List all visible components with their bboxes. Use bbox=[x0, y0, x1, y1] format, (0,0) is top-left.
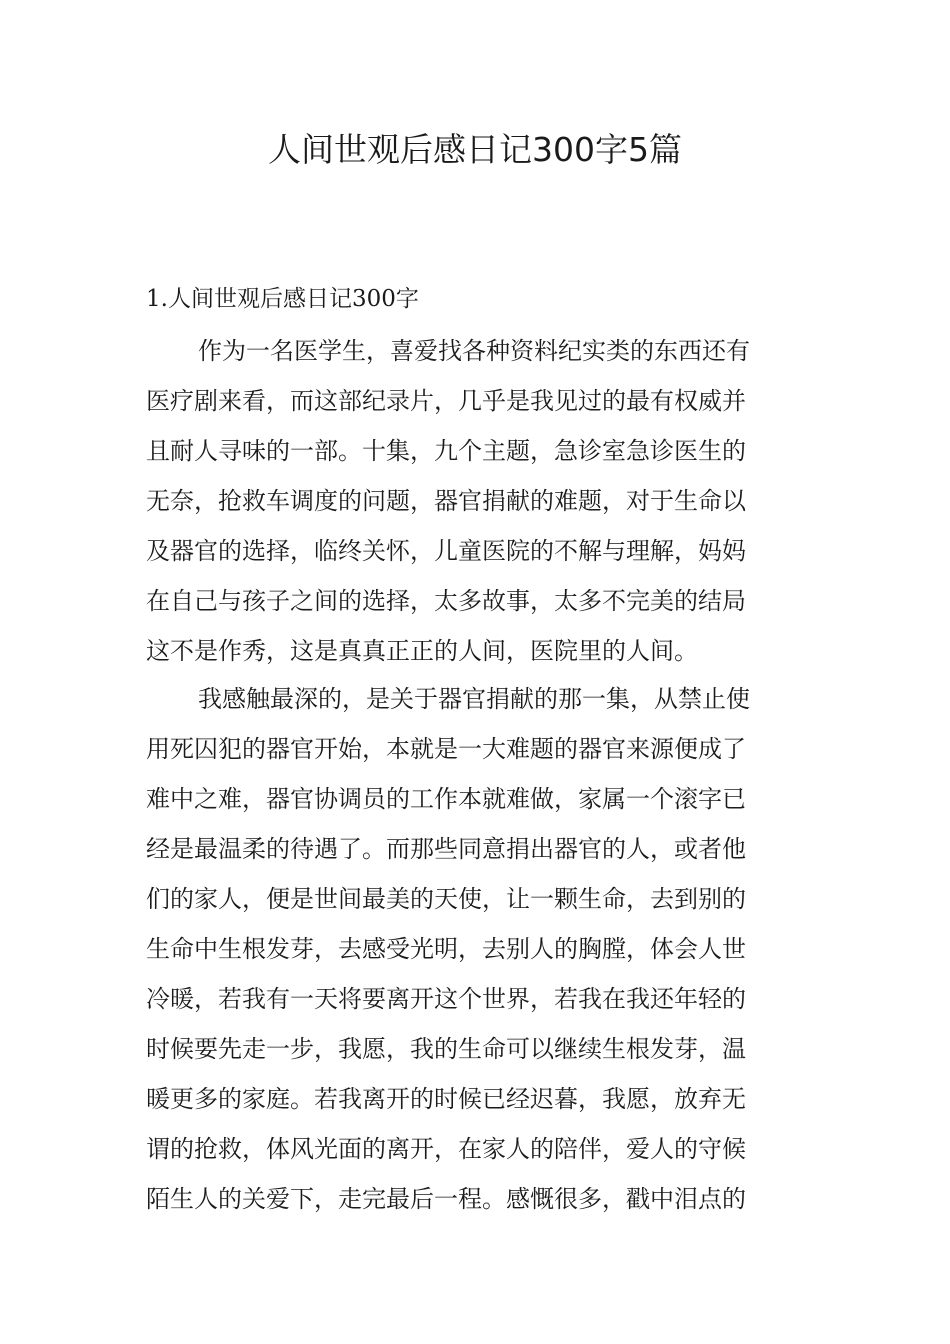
paragraph-line: 暖更多的家庭。若我离开的时候已经迟暮，我愿，放弃无 bbox=[146, 1085, 746, 1113]
paragraph-line: 难中之难，器官协调员的工作本就难做，家属一个滚字已 bbox=[146, 785, 746, 813]
paragraph-line: 且耐人寻味的一部。十集，九个主题，急诊室急诊医生的 bbox=[146, 437, 746, 465]
paragraph-line: 及器官的选择，临终关怀，儿童医院的不解与理解，妈妈 bbox=[146, 537, 746, 565]
paragraph-line: 作为一名医学生，喜爱找各种资料纪实类的东西还有 bbox=[198, 337, 750, 365]
paragraph-line: 经是最温柔的待遇了。而那些同意捐出器官的人，或者他 bbox=[146, 835, 746, 863]
document-title: 人间世观后感日记300字5篇 bbox=[268, 130, 682, 169]
paragraph-line: 在自己与孩子之间的选择，太多故事，太多不完美的结局 bbox=[146, 587, 746, 615]
paragraph-line: 们的家人，便是世间最美的天使，让一颗生命，去到别的 bbox=[146, 885, 746, 913]
paragraph-line: 陌生人的关爱下，走完最后一程。感慨很多，戳中泪点的 bbox=[146, 1185, 746, 1213]
paragraph-line: 冷暖，若我有一天将要离开这个世界，若我在我还年轻的 bbox=[146, 985, 746, 1013]
paragraph-1 bbox=[146, 326, 806, 676]
paragraph-line: 生命中生根发芽，去感受光明，去别人的胸膛，体会人世 bbox=[146, 935, 746, 963]
paragraph-2 bbox=[146, 674, 806, 1224]
section-heading: 1.人间世观后感日记300字 bbox=[146, 286, 419, 312]
paragraph-line: 时候要先走一步，我愿，我的生命可以继续生根发芽，温 bbox=[146, 1035, 746, 1063]
paragraph-line: 谓的抢救，体风光面的离开，在家人的陪伴，爱人的守候 bbox=[146, 1135, 746, 1163]
paragraph-line: 用死囚犯的器官开始，本就是一大难题的器官来源便成了 bbox=[146, 735, 746, 763]
paragraph-line: 这不是作秀，这是真真正正的人间，医院里的人间。 bbox=[146, 637, 698, 665]
paragraph-line: 无奈，抢救车调度的问题，器官捐献的难题，对于生命以 bbox=[146, 487, 746, 515]
paragraph-line: 我感触最深的，是关于器官捐献的那一集，从禁止使 bbox=[198, 685, 750, 713]
paragraph-line: 医疗剧来看，而这部纪录片，几乎是我见过的最有权威并 bbox=[146, 387, 746, 415]
